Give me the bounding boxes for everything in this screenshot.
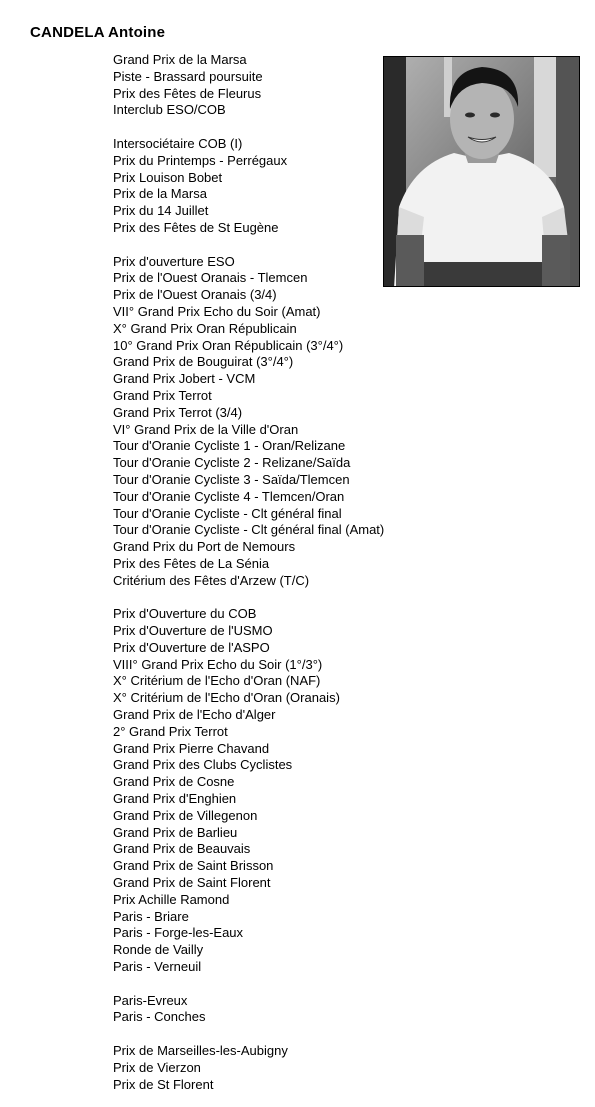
result-race: Prix des Fêtes de Fleurus — [113, 85, 262, 101]
result-race: Prix de St Florent — [113, 1076, 214, 1092]
result-race: Prix d'ouverture ESO — [113, 253, 235, 269]
result-race: Prix de Vierzon — [113, 1059, 201, 1075]
result-row — [0, 673, 420, 690]
result-row — [0, 774, 420, 791]
page-title: CANDELA Antoine — [30, 24, 166, 41]
result-race: Grand Prix de Barlieu — [113, 824, 238, 840]
result-race: Critérium des Fêtes d'Arzew (T/C) — [113, 572, 310, 588]
result-row — [0, 338, 420, 355]
result-row — [0, 136, 420, 153]
result-row — [0, 757, 420, 774]
result-race: Grand Prix des Clubs Cyclistes — [113, 757, 293, 773]
result-race: Grand Prix Pierre Chavand — [113, 740, 270, 756]
result-row — [0, 254, 420, 271]
result-race: VIII° Grand Prix Echo du Soir (1°/3°) — [113, 656, 323, 672]
result-race: Prix des Fêtes de La Sénia — [113, 555, 270, 571]
result-race: Prix Achille Ramond — [113, 891, 230, 907]
result-race: Grand Prix de Beauvais — [113, 841, 251, 857]
result-row — [0, 102, 420, 119]
result-row — [0, 153, 420, 170]
result-row — [0, 1077, 420, 1094]
result-row — [0, 707, 420, 724]
result-row — [0, 606, 420, 623]
result-row — [0, 657, 420, 674]
result-row — [0, 942, 420, 959]
result-race: Prix du Printemps - Perrégaux — [113, 152, 288, 168]
result-row — [0, 321, 420, 338]
group-spacer — [0, 976, 420, 993]
result-race: Grand Prix de Saint Florent — [113, 875, 271, 891]
result-row — [0, 539, 420, 556]
result-row — [0, 186, 420, 203]
result-row — [0, 522, 420, 539]
result-race: Prix d'Ouverture du COB — [113, 606, 257, 622]
result-race: Grand Prix de la Marsa — [113, 52, 247, 67]
result-race: 10° Grand Prix Oran Républicain (3°/4°) — [113, 337, 344, 353]
result-row — [0, 573, 420, 590]
result-row — [0, 438, 420, 455]
result-row — [0, 858, 420, 875]
result-race: 2° Grand Prix Terrot — [113, 723, 228, 739]
result-row — [0, 909, 420, 926]
result-row — [0, 1060, 420, 1077]
result-row — [0, 993, 420, 1010]
result-race: X° Critérium de l'Echo d'Oran (Oranais) — [113, 690, 340, 706]
result-race: Grand Prix Terrot (3/4) — [113, 404, 243, 420]
group-spacer — [0, 237, 420, 254]
result-race: Prix de Marseilles-les-Aubigny — [113, 1043, 288, 1059]
result-row — [0, 405, 420, 422]
result-race: Prix du 14 Juillet — [113, 203, 209, 219]
result-race: X° Grand Prix Oran Républicain — [113, 320, 297, 336]
result-race: Grand Prix d'Enghien — [113, 791, 237, 807]
result-race: Tour d'Oranie Cycliste 1 - Oran/Relizane — [113, 438, 346, 454]
results-list — [0, 52, 420, 1093]
result-row — [0, 506, 420, 523]
result-row — [0, 472, 420, 489]
result-race: Grand Prix de Villegenon — [113, 807, 258, 823]
result-race: Paris - Briare — [113, 908, 189, 924]
result-row — [0, 455, 420, 472]
result-row — [0, 808, 420, 825]
result-race: Grand Prix de Cosne — [113, 774, 235, 790]
result-race: Grand Prix Jobert - VCM — [113, 371, 256, 387]
result-row — [0, 354, 420, 371]
result-race: Intersociétaire COB (I) — [113, 135, 243, 151]
result-row — [0, 86, 420, 103]
result-race: Paris - Verneuil — [113, 959, 202, 975]
result-row — [0, 371, 420, 388]
group-spacer — [0, 1026, 420, 1043]
result-race: Prix d'Ouverture de l'ASPO — [113, 639, 270, 655]
result-race: Tour d'Oranie Cycliste - Clt général final (Amat) — [113, 522, 385, 538]
result-race: VI° Grand Prix de la Ville d'Oran — [113, 421, 299, 437]
result-row — [0, 959, 420, 976]
result-race: Grand Prix Terrot — [113, 387, 212, 403]
result-row — [0, 724, 420, 741]
result-row — [0, 203, 420, 220]
result-row — [0, 741, 420, 758]
result-race: Grand Prix de l'Echo d'Alger — [113, 707, 276, 723]
result-race: Grand Prix de Bouguirat (3°/4°) — [113, 354, 294, 370]
result-row — [0, 1043, 420, 1060]
result-race: Ronde de Vailly — [113, 942, 204, 958]
result-row — [0, 640, 420, 657]
result-race: Tour d'Oranie Cycliste 4 - Tlemcen/Oran — [113, 488, 345, 504]
result-row — [0, 287, 420, 304]
result-race: Paris - Forge-les-Eaux — [113, 925, 244, 941]
result-row — [0, 892, 420, 909]
result-race: Tour d'Oranie Cycliste 2 - Relizane/Saïda — [113, 455, 351, 471]
result-race: Grand Prix du Port de Nemours — [113, 539, 296, 555]
result-row — [0, 825, 420, 842]
result-race: VII° Grand Prix Echo du Soir (Amat) — [113, 303, 321, 319]
result-row — [0, 52, 420, 69]
result-race: Paris - Conches — [113, 1009, 206, 1025]
result-race: Tour d'Oranie Cycliste 3 - Saïda/Tlemcen — [113, 471, 350, 487]
result-row — [0, 170, 420, 187]
result-row — [0, 388, 420, 405]
result-race: Grand Prix de Saint Brisson — [113, 858, 274, 874]
result-race: Prix de l'Ouest Oranais (3/4) — [113, 287, 277, 303]
result-race: X° Critérium de l'Echo d'Oran (NAF) — [113, 673, 321, 689]
group-spacer — [0, 119, 420, 136]
result-race: Interclub ESO/COB — [113, 102, 226, 118]
result-row — [0, 69, 420, 86]
result-race: Prix Louison Bobet — [113, 169, 223, 185]
result-race: Prix d'Ouverture de l'USMO — [113, 623, 273, 639]
result-row — [0, 270, 420, 287]
result-race: Piste - Brassard poursuite — [113, 68, 263, 84]
result-race: Prix de la Marsa — [113, 186, 207, 202]
result-race: Paris-Evreux — [113, 992, 188, 1008]
result-race: Tour d'Oranie Cycliste - Clt général final — [113, 505, 342, 521]
result-row — [0, 925, 420, 942]
result-row — [0, 841, 420, 858]
result-row — [0, 1009, 420, 1026]
result-row — [0, 304, 420, 321]
result-row — [0, 422, 420, 439]
group-spacer — [0, 590, 420, 607]
result-row — [0, 220, 420, 237]
result-row — [0, 556, 420, 573]
result-row — [0, 875, 420, 892]
result-race: Prix des Fêtes de St Eugène — [113, 219, 279, 235]
result-row — [0, 489, 420, 506]
result-race: Prix de l'Ouest Oranais - Tlemcen — [113, 270, 308, 286]
result-row — [0, 690, 420, 707]
result-row — [0, 791, 420, 808]
result-row — [0, 623, 420, 640]
